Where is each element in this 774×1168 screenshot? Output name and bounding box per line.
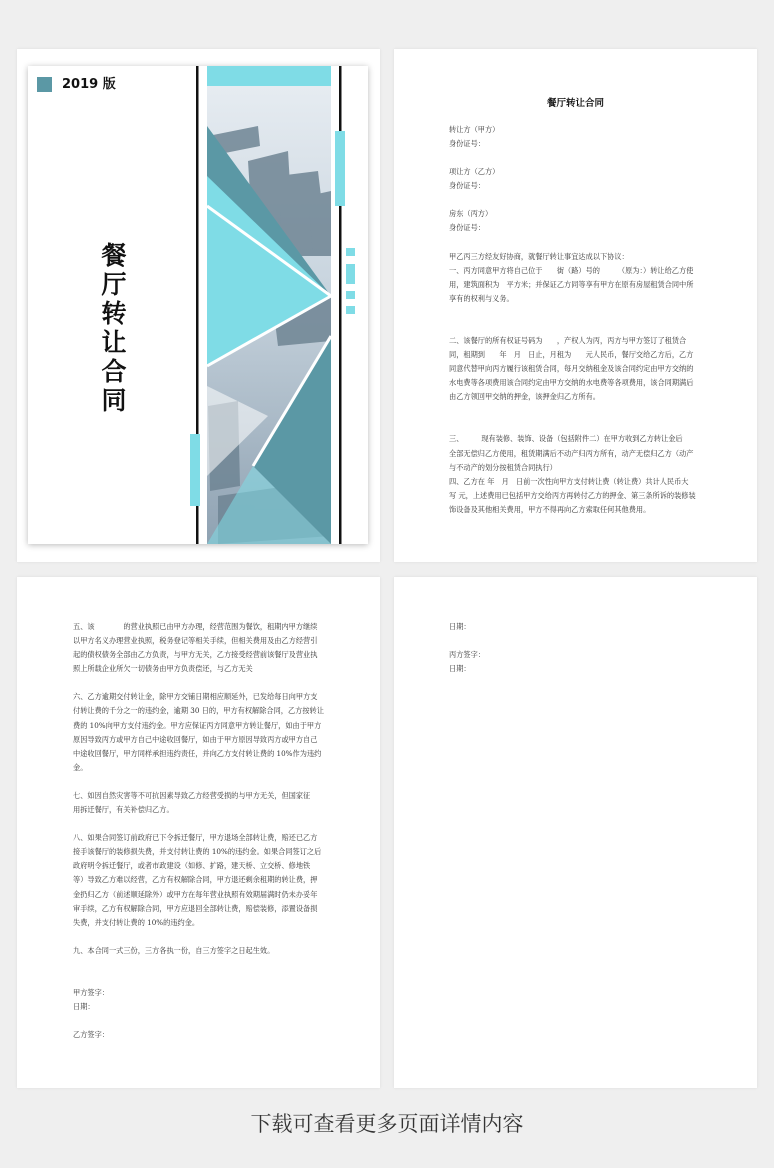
contract-line: 二、该餐厅的所有权证号码为 ，产权人为丙，丙方与甲方签订了租赁合 [449,335,687,345]
contract-line: 一、丙方同意甲方将自己位于 街（路）号的 （原为：）转让给乙方使 [449,265,694,275]
cover-sheet [28,66,368,544]
contract-line: 同意代替甲向丙方履行该租赁合同，每月交纳租金及该合同约定由甲方交纳的 [449,364,694,374]
contract-line: 中途收回餐厅，甲方同样承担违约责任，并向乙方支付转让费的 10%作为违约 [73,748,322,758]
contract-line: 享有的权利与义务。 [449,293,514,303]
contract-line: 写 元，上述费用已包括甲方交给丙方再转付乙方的押金、第三条所诉的装修装 [449,490,696,500]
contract-line: 费的 10%向甲方支付违约金。甲方应保证丙方同意甲方转让餐厅，如由于甲方 [73,720,322,730]
contract-page-2 [17,577,380,1088]
contract-line: 接手该餐厅的装修损失费，并支付转让费的 10%的违约金。如果合同签订之后 [73,847,322,857]
accent-bar-right [335,131,345,206]
contract-line: 饰设备及其他相关费用，甲方不得再向乙方索取任何其他费用。 [449,504,651,514]
contract-line [73,972,333,986]
contract-body-3 [449,620,709,676]
contract-line: 身份证号： [449,223,485,233]
contract-line: 甲乙丙三方经友好协商，就餐厅转让事宜达成以下协议： [449,251,629,261]
contract-line [449,236,709,250]
contract-line: 失费，并支付转让费的 10%的违约金。 [73,917,200,927]
contract-line: 乙方签字： [73,1030,109,1040]
contract-line: 甲方签字： [73,987,109,997]
contract-line: 付转让费的千分之一的违约金，逾期 30 日的，甲方有权解除合同，乙方按转让 [73,706,324,716]
contract-line [449,151,709,165]
contract-line: 起的债权债务全部由乙方负责，与甲方无关，乙方接受经营前该餐厅及营业执 [73,650,318,660]
contract-page-1 [394,49,757,562]
contract-line: 等）导致乙方难以经营，乙方有权解除合同，甲方退还剩余租期的转让费，押 [73,875,318,885]
download-prompt: 下载可查看更多页面详情内容 [250,1112,524,1136]
contract-body-1 [449,123,709,517]
contract-line: 用拆迁餐厅，有关补偿归乙方。 [73,805,174,815]
contract-line: 转让方（甲方） [449,125,500,134]
contract-line: 七、如因自然灾害等不可抗因素导致乙方经营受损的与甲方无关，但国家征 [73,790,311,800]
contract-line: 以甲方名义办理营业执照，税务登记等相关手续，但相关费用及由乙方经营引 [73,636,318,646]
contract-line: 项让方（乙方） [449,167,500,177]
contract-line: 金扔归乙方（前述顺延除外）或甲方在每年营业执照有效期届满时仍未办妥年 [73,889,318,899]
contract-line: 丙方签字： [449,650,485,660]
contract-line: 日期： [449,622,471,631]
contract-line [73,676,333,690]
contract-line [449,634,709,648]
contract-line: 照上所载企业所欠一切债务由甲方负责偿还，与乙方无关 [73,664,253,674]
contract-line: 房东（丙方） [449,209,493,219]
contract-line [449,306,709,320]
cover-title: 餐厅转让合同 [101,241,127,415]
contract-line: 由乙方领回甲交纳的押金，该押金归乙方所有。 [449,392,600,402]
contract-line [449,418,709,432]
contract-line [73,817,333,831]
contract-line: 水电费等各项费用该合同约定由甲方交纳的水电费等各项费用，该合同期满后 [449,378,694,388]
contract-line: 三、 现有装修、装饰、设备（包括附件二）在甲方收到乙方转让金后 [449,434,683,444]
accent-bar-left [190,434,200,506]
contract-line: 同，租期到 年 月 日止，月租为 元人民币，餐厅交给乙方后，乙方 [449,350,694,360]
edition-label: 2019 版 [62,77,116,92]
contract-line: 全部无偿归乙方使用，租赁期满后不动产归丙方所有，动产无偿归乙方（动产 [449,448,694,458]
contract-line: 日期： [449,664,471,674]
contract-line: 政府明令拆迁餐厅，或者市政建设（如修、扩路，建天桥、立交桥、修地铁 [73,861,311,871]
contract-line [73,958,333,972]
contract-line: 身份证号： [449,181,485,191]
contract-line [449,193,709,207]
contract-line: 五、该 的营业执照已由甲方办理，经营范围为餐饮，租期内甲方继续 [73,622,318,631]
cover-page [17,49,380,562]
contract-line: 八、如果合同签订前政府已下令拆迁餐厅，甲方退场全部转让费，赔还已乙方 [73,833,318,843]
contract-line [73,1014,333,1028]
contract-line: 金。 [73,762,88,772]
cover-artwork [28,66,368,544]
contract-line [449,404,709,418]
contract-line [449,320,709,334]
contract-line: 审手续，乙方有权解除合同，甲方应退回全部转让费，赔偿装修，添置设备损 [73,903,318,913]
contract-page-3 [394,577,757,1088]
contract-line [73,930,333,944]
contract-line: 与不动产的划分按租赁合同执行） [449,462,557,472]
contract-line: 九、本合同一式三份，三方各执一份，自三方签字之日起生效。 [73,945,275,955]
contract-line: 原因导致丙方或甲方自己中途收回餐厅，如由于甲方原因导致丙方或甲方自己 [73,734,318,744]
contract-line [73,775,333,789]
contract-line: 六、乙方逾期交付转让金，除甲方交铺日期相应顺延外，已发给每日向甲方支 [73,692,318,702]
teal-band-top [207,66,331,86]
contract-line: 用，建筑面积为 平方米；并保证乙方同等享有甲方在原有房屋租赁合同中所 [449,279,694,289]
contract-line: 四、乙方在 年 月 日前一次性向甲方支付转让费（转让费）共计人民币大 [449,476,689,486]
contract-line: 日期： [73,1001,95,1011]
contract-line: 身份证号： [449,139,485,149]
contract-title: 餐厅转让合同 [546,98,604,109]
contract-body-2 [73,620,333,1042]
